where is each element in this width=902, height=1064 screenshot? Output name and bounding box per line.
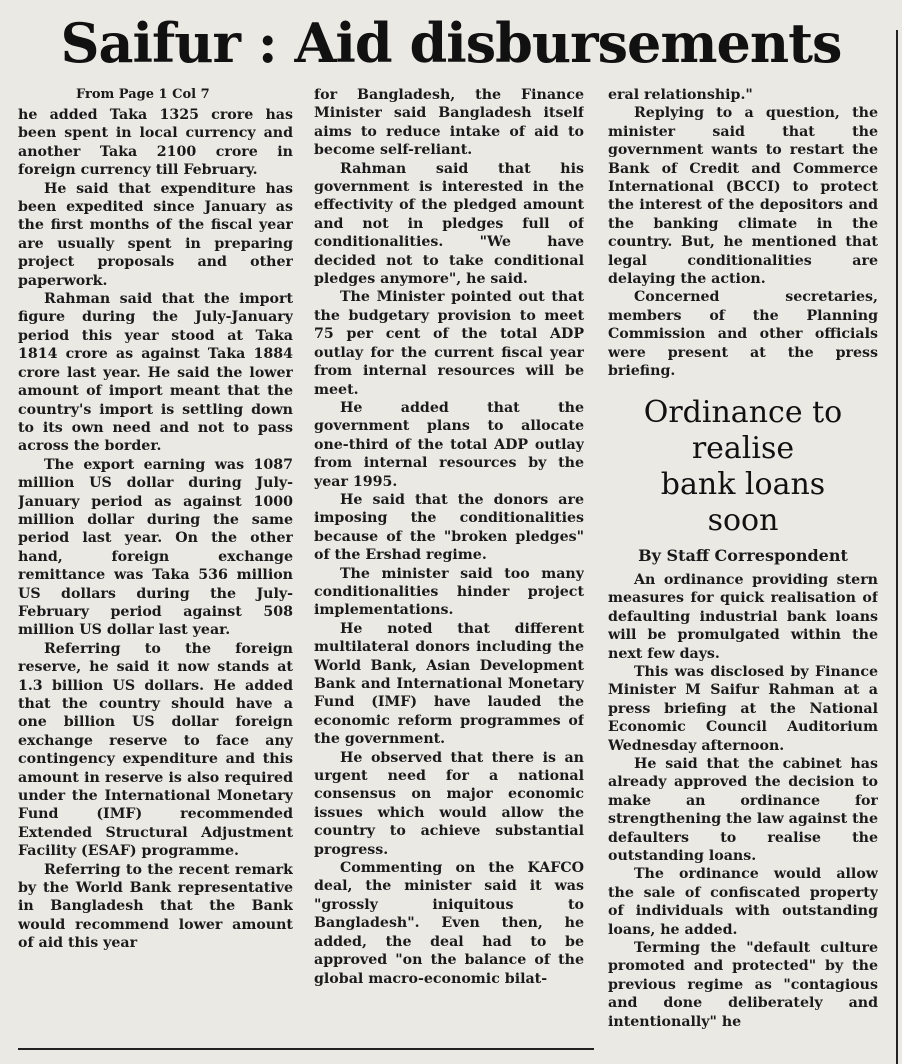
story2-headline-line: Ordinance to [643, 394, 843, 430]
bottom-rule [18, 1048, 594, 1050]
article-column-2 [314, 86, 584, 1064]
paragraph: He said that the donors are imposing the conditionalities because of the "broken pledges" of the Ershad regime. [314, 491, 584, 564]
paragraph: Rahman said that the import figure during the July-January period this year stood at Taka 1814 crore as against Taka 1884 crore last year. He said the lower amount of import meant that the country's import is settling down to its own need and not to pass across the border. [18, 291, 293, 455]
article-column-3 [608, 86, 878, 1064]
paragraph: Referring to the recent remark by the World Bank representative in Bangladesh that the Bank would recommend lower amount of aid this year [18, 861, 293, 952]
paragraph: He said that expenditure has been expedited since January as the first months of the fiscal year are usually spent in preparing project proposals and other paperwork. [18, 180, 293, 289]
story2-headline-line: soon [707, 502, 779, 538]
paragraph: eral relationship." [608, 87, 753, 103]
paragraph: Rahman said that his government is interested in the effectivity of the pledged amount and not in pledges full of conditionalities. "We have decided not to take conditional pledges anymore", he said. [314, 160, 584, 288]
paragraph: Concerned secretaries, members of the Planning Commission and other officials were present at the press briefing. [608, 289, 878, 380]
story2-headline-line: realise [691, 430, 795, 466]
story2-headline [608, 395, 878, 539]
paragraph: Replying to a question, the minister said that the government wants to restart the Bank of Credit and Commerce International (BCCI) to protect the interest of the depositors and the banking climate in the country. But, he mentioned that legal conditionalities are delaying the action. [608, 105, 878, 288]
jump-line: From Page 1 Col 7 [76, 87, 210, 102]
paragraph: Terming the "default culture promoted and protected" by the previous regime as "contagious and done deliberately and intentionally" he [608, 940, 878, 1030]
paragraph: He said that the cabinet has already approved the decision to make an ordinance for strengthening the law against the defaulters to realise the outstanding loans. [608, 755, 878, 864]
paragraph: He added that the government plans to allocate one-third of the total ADP outlay from internal resources by the year 1995. [314, 399, 584, 490]
page-headline: Saifur : Aid disbursements [60, 11, 842, 75]
article-column-1 [18, 86, 293, 1064]
paragraph: for Bangladesh, the Finance Minister said Bangladesh itself aims to reduce intake of aid to become self-reliant. [314, 87, 584, 159]
paragraph: He observed that there is an urgent need for a national consensus on major economic issues which would allow the country to achieve substantial progress. [314, 749, 584, 858]
paragraph: The minister said too many conditionalities hinder project implementations. [314, 565, 584, 619]
paragraph: The Minister pointed out that the budgetary provision to meet 75 per cent of the total ADP outlay for the current fiscal year from internal resources will be meet. [314, 289, 584, 398]
story2-byline: By Staff Correspondent [638, 545, 848, 565]
paragraph: he added Taka 1325 crore has been spent in local currency and another Taka 2100 crore in foreign currency till February. [18, 107, 293, 179]
paragraph: This was disclosed by Finance Minister M Saifur Rahman at a press briefing at the National Economic Council Auditorium Wednesday afternoon. [608, 663, 878, 754]
paragraph: The ordinance would allow the sale of confiscated property of individuals with outstanding loans, he added. [608, 866, 878, 938]
column-rule [896, 30, 898, 1064]
story2-headline-line: bank loans [660, 466, 826, 502]
paragraph: The export earning was 1087 million US dollar during July-January period as against 1000 million dollar during the same period last year. On the other hand, foreign exchange remittance was Taka 536 million US dollars during the July-February period against 508 million US dollar last year. [18, 456, 293, 639]
paragraph: Referring to the foreign reserve, he said it now stands at 1.3 billion US dollars. He added that the country should have a one billion US dollar foreign exchange reserve to face any contingency expenditure and this amount in reserve is also required under the International Monetary Fund (IMF) recommended Extended Structural Adjustment Facility (ESAF) programme. [18, 640, 293, 860]
paragraph: An ordinance providing stern measures for quick realisation of defaulting industrial bank loans will be promulgated within the next few days. [608, 571, 878, 662]
paragraph: Commenting on the KAFCO deal, the minister said it was "grossly iniquitous to Bangladesh". Even then, he added, the deal had to be approved "on the balance of the global macro-economic bilat- [314, 860, 584, 987]
paragraph: He noted that different multilateral donors including the World Bank, Asian Development Bank and International Monetary Fund (IMF) have lauded the economic reform programmes of the government. [314, 620, 584, 748]
